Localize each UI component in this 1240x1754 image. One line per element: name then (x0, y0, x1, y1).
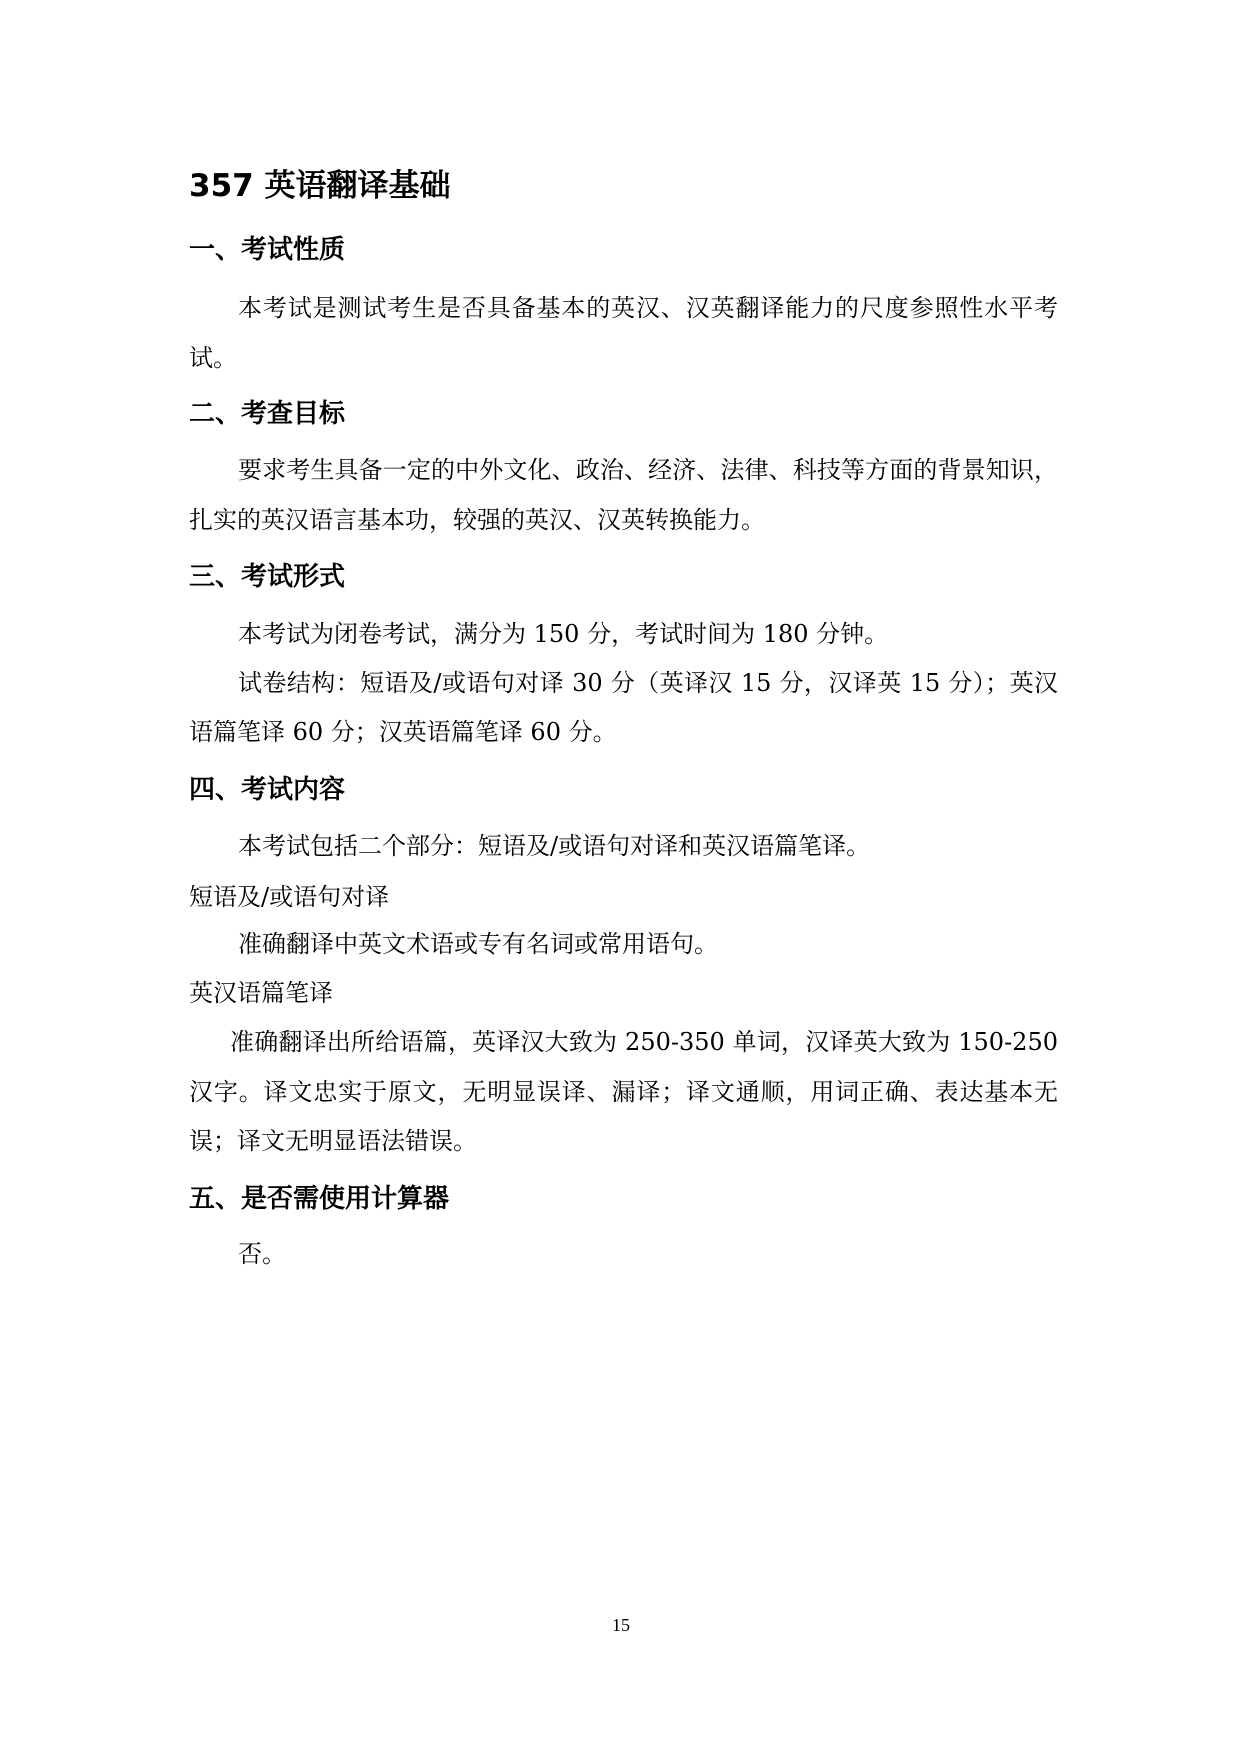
paragraph-line: 准确翻译出所给语篇，英译汉大致为 250-350 单词，汉译英大致为 150-250 (230, 1028, 1058, 1056)
subheading: 英汉语篇笔译 (189, 979, 333, 1007)
paragraph-line: 否。 (238, 1240, 286, 1268)
paragraph-line: 扎实的英汉语言基本功，较强的英汉、汉英转换能力。 (189, 506, 765, 534)
subheading: 短语及/或语句对译 (189, 883, 390, 911)
section-heading: 二、考查目标 (189, 399, 346, 429)
page-title: 357 英语翻译基础 (189, 168, 451, 204)
paragraph-line: 准确翻译中英文术语或专有名词或常用语句。 (238, 930, 718, 958)
page-number: 15 (612, 1615, 630, 1635)
paragraph-line: 本考试包括二个部分：短语及/或语句对译和英汉语篇笔译。 (238, 832, 871, 860)
section-heading: 一、考试性质 (189, 235, 346, 265)
paragraph-line: 误；译文无明显语法错误。 (189, 1127, 477, 1155)
paragraph-line: 试卷结构：短语及/或语句对译 30 分（英译汉 15 分，汉译英 15 分）；英汉 (238, 669, 1058, 697)
paragraph-line: 语篇笔译 60 分；汉英语篇笔译 60 分。 (189, 718, 617, 746)
section-heading: 五、是否需使用计算器 (189, 1184, 450, 1214)
paragraph-line: 本考试是测试考生是否具备基本的英汉、汉英翻译能力的尺度参照性水平考 (238, 294, 1058, 322)
paragraph-line: 试。 (189, 344, 237, 372)
paragraph-line: 本考试为闭卷考试，满分为 150 分，考试时间为 180 分钟。 (238, 620, 889, 648)
paragraph-line: 汉字。译文忠实于原文，无明显误译、漏译；译文通顺，用词正确、表达基本无 (189, 1078, 1058, 1106)
section-heading: 三、考试形式 (189, 562, 346, 592)
paragraph-line: 要求考生具备一定的中外文化、政治、经济、法律、科技等方面的背景知识， (238, 456, 1058, 484)
section-heading: 四、考试内容 (189, 775, 346, 805)
